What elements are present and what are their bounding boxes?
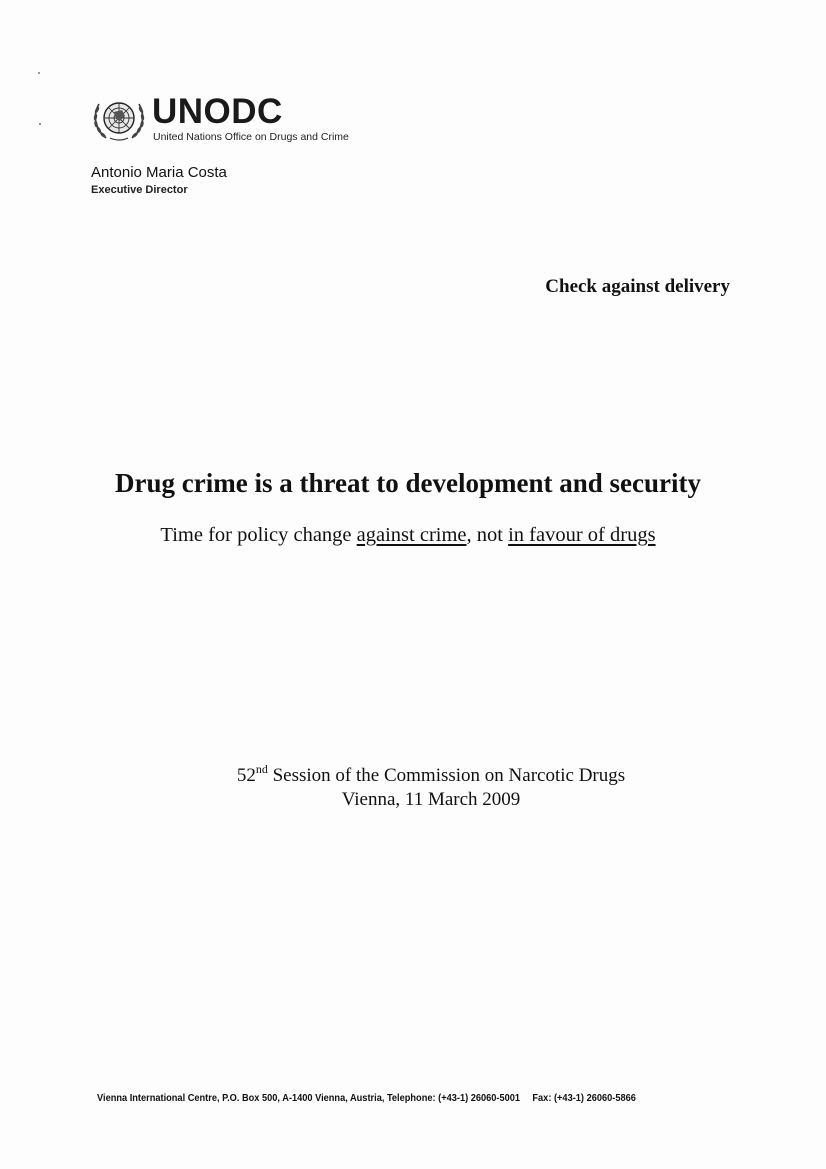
author-name: Antonio Maria Costa [91, 164, 227, 181]
location-date: Vienna, 11 March 2009 [341, 789, 521, 810]
subtitle-underlined-in-favour-of-drugs: in favour of drugs [508, 524, 656, 546]
subtitle-prefix: Time for policy change [160, 524, 357, 546]
session-number: 52 [236, 765, 256, 786]
delivery-notice: Check against delivery [545, 276, 730, 297]
session-ordinal-suffix: nd [255, 762, 268, 776]
subtitle-middle: , not [466, 524, 509, 546]
author-title: Executive Director [91, 184, 188, 196]
scan-speck [38, 72, 40, 74]
un-emblem-icon [90, 94, 148, 144]
subtitle-underlined-against-crime: against crime [356, 524, 467, 546]
logo-full-name: United Nations Office on Drugs and Crime [153, 131, 349, 143]
footer-address: Vienna International Centre, P.O. Box 500, A-1400 Vienna, Austria, Telephone: (+43-1) 26060-5001 [97, 1092, 521, 1104]
event-info [0, 764, 826, 812]
logo-acronym: UNODC [152, 92, 283, 131]
footer-contact [97, 1092, 636, 1104]
session-line [0, 764, 826, 788]
footer-fax: Fax: (+43-1) 26060-5866 [532, 1092, 636, 1104]
unodc-logo [90, 94, 349, 144]
document-title: Drug crime is a threat to development and security [115, 468, 701, 498]
scan-speck [39, 123, 41, 125]
session-name: Session of the Commission on Narcotic Drugs [267, 765, 626, 786]
document-subtitle [0, 524, 816, 547]
